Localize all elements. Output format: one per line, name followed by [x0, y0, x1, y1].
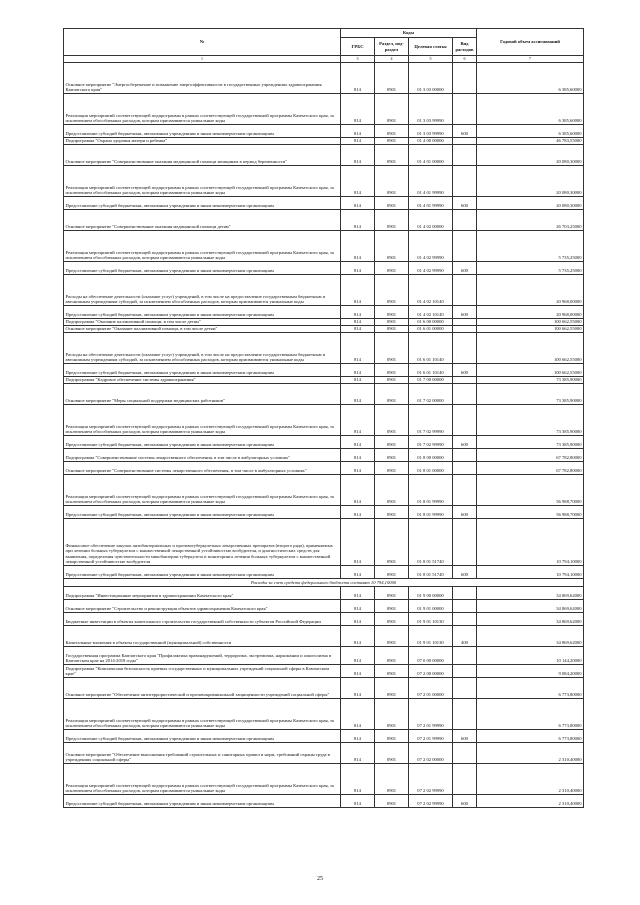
row-target-article: 01 8 01 51740: [409, 519, 453, 566]
header-target-article: Целевая статья: [409, 38, 453, 56]
row-section: 0901: [375, 262, 409, 275]
row-section: 0901: [375, 326, 409, 333]
row-grbs: 814: [341, 730, 375, 743]
row-sum: 2 310,40000: [477, 764, 584, 795]
row-description: Основное мероприятие "Энергосбережение и повышение энергоэффективности в государственных учреждениях здравоохранения Камчатского края": [64, 63, 341, 94]
row-sum: 20 968,00000: [477, 306, 584, 319]
row-grbs: 814: [341, 764, 375, 795]
row-grbs: 814: [341, 449, 375, 462]
table-row: [64, 326, 584, 333]
row-section: 0901: [375, 647, 409, 665]
row-description: Реализация мероприятий соответствующей подпрограммы в рамках соответствующей государственной программы Камчатского края, за исключением обособленных расходов, которым присваиваются уникальные коды: [64, 94, 341, 125]
table-row: [64, 506, 584, 519]
row-target-article: 01 9 01 10130: [409, 626, 453, 647]
federal-budget-note: [64, 579, 584, 587]
row-target-article: 07 2 02 99990: [409, 764, 453, 795]
row-target-article: 01 8 01 99990: [409, 475, 453, 506]
table-row: [64, 764, 584, 795]
table-row: [64, 475, 584, 506]
table-row: [64, 125, 584, 138]
row-description: Предоставление субсидий бюджетным, автономным учреждениям и иным некоммерческим организациям: [64, 364, 341, 377]
row-description: Предоставление субсидий бюджетным, автономным учреждениям и иным некоммерческим организациям: [64, 795, 341, 808]
row-grbs: 814: [341, 600, 375, 613]
row-target-article: 07 2 01 99990: [409, 699, 453, 730]
row-target-article: 01 9 01 10130: [409, 613, 453, 626]
row-section: 0901: [375, 519, 409, 566]
row-target-article: 01 4 02 99990: [409, 262, 453, 275]
row-section: 0901: [375, 384, 409, 405]
row-sum: 26 703,25000: [477, 210, 584, 231]
row-section: 0901: [375, 626, 409, 647]
table-row: [64, 405, 584, 436]
row-description: Основное мероприятие "Совершенствование оказания медицинской помощи детям": [64, 210, 341, 231]
row-description: Предоставление субсидий бюджетным, автономным учреждениям и иным некоммерческим организациям: [64, 262, 341, 275]
row-sum: 5 735,25000: [477, 262, 584, 275]
row-target-article: 01 6 00 00000: [409, 319, 453, 326]
row-grbs: 814: [341, 138, 375, 145]
row-sum: 67 782,80000: [477, 449, 584, 462]
table-row: [64, 210, 584, 231]
row-target-article: 01 6 01 10140: [409, 333, 453, 364]
row-grbs: 814: [341, 275, 375, 306]
row-sum: 100 662,55000: [477, 319, 584, 326]
row-sum: 10 144,20000: [477, 647, 584, 665]
row-expense-type: [453, 405, 477, 436]
table-row: [64, 138, 584, 145]
row-description: Предоставление субсидий бюджетным, автономным учреждениям и иным некоммерческим организациям: [64, 197, 341, 210]
table-row: [64, 333, 584, 364]
row-expense-type: 600: [453, 436, 477, 449]
row-expense-type: 400: [453, 626, 477, 647]
row-description: Подпрограмма "Охрана здоровья матери и ребенка": [64, 138, 341, 145]
row-grbs: 814: [341, 665, 375, 678]
row-target-article: 07 2 02 99990: [409, 795, 453, 808]
row-description: Расходы на обеспечение деятельности (оказание услуг) учреждений, в том числе на предоставление государственным бюджетным и автономным учреждениям субсидий, за исключением обособленных расходов, которым присваиваются уникальные коды: [64, 275, 341, 306]
table-row: [64, 600, 584, 613]
row-sum: 9 084,20000: [477, 665, 584, 678]
row-expense-type: [453, 63, 477, 94]
row-expense-type: [453, 665, 477, 678]
row-target-article: 01 4 02 00000: [409, 210, 453, 231]
row-section: 0901: [375, 377, 409, 384]
row-expense-type: [453, 449, 477, 462]
row-grbs: 814: [341, 377, 375, 384]
row-grbs: 814: [341, 166, 375, 197]
row-expense-type: [453, 600, 477, 613]
row-target-article: 01 4 01 99990: [409, 166, 453, 197]
header-grbs: ГРБС: [341, 38, 375, 56]
row-section: 0901: [375, 449, 409, 462]
row-section: 0901: [375, 436, 409, 449]
row-description: Финансовое обеспечение закупок антибактериальных и противотуберкулезных лекарственных препаратов (второго ряда), применяемых при лечении больных туберкулезом с множественной лекарственной устойчивостью возбудителя, и диагностических средств для выявления, определения чувствительности микобактерии туберкулеза и мониторинга лечения больных туберкулезом с множественной лекарственной устойчивостью возбудителя: [64, 519, 341, 566]
row-grbs: 814: [341, 94, 375, 125]
table-row: [64, 145, 584, 166]
table-row: [64, 665, 584, 678]
row-description: Подпрограмма "Инвестиционные мероприятия в здравоохранении Камчатского края": [64, 587, 341, 600]
row-target-article: 01 3 03 00000: [409, 63, 453, 94]
row-expense-type: [453, 384, 477, 405]
row-expense-type: 600: [453, 197, 477, 210]
row-description: Основное мероприятие "Обеспечение антитеррористической и противокриминальной защищенности учреждений социальной сферы": [64, 678, 341, 699]
row-grbs: 814: [341, 319, 375, 326]
row-section: 0901: [375, 743, 409, 764]
row-section: 0901: [375, 166, 409, 197]
table-row: [64, 743, 584, 764]
table-row: [64, 197, 584, 210]
budget-table-container: [63, 28, 583, 808]
row-sum: 6 385,60000: [477, 63, 584, 94]
row-expense-type: 600: [453, 364, 477, 377]
row-section: 0901: [375, 613, 409, 626]
row-section: 0901: [375, 145, 409, 166]
row-description: Реализация мероприятий соответствующей подпрограммы в рамках соответствующей государственной программы Камчатского края, за исключением обособленных расходов, которым присваиваются уникальные коды: [64, 699, 341, 730]
row-sum: 20 080,30000: [477, 166, 584, 197]
header-codes: Коды: [341, 29, 477, 38]
row-grbs: 814: [341, 364, 375, 377]
table-row: [64, 587, 584, 600]
table-row: [64, 94, 584, 125]
row-grbs: 814: [341, 405, 375, 436]
row-target-article: 01 4 01 99990: [409, 197, 453, 210]
row-section: 0901: [375, 764, 409, 795]
row-sum: 56 988,70000: [477, 506, 584, 519]
row-target-article: 01 8 01 99990: [409, 506, 453, 519]
row-target-article: 01 6 01 10140: [409, 364, 453, 377]
row-section: 0901: [375, 566, 409, 579]
row-sum: 6 773,80000: [477, 678, 584, 699]
row-grbs: 814: [341, 519, 375, 566]
row-expense-type: [453, 166, 477, 197]
row-expense-type: 600: [453, 125, 477, 138]
row-sum: 100 662,55000: [477, 364, 584, 377]
table-row: [64, 647, 584, 665]
header-expense-type: Вид расходов: [453, 38, 477, 56]
table-row: [64, 436, 584, 449]
row-expense-type: [453, 613, 477, 626]
row-section: 0901: [375, 678, 409, 699]
row-section: 0901: [375, 275, 409, 306]
row-target-article: 01 7 02 00000: [409, 384, 453, 405]
row-expense-type: [453, 275, 477, 306]
column-numbers-row: [64, 56, 584, 63]
row-section: 0901: [375, 475, 409, 506]
row-expense-type: [453, 319, 477, 326]
row-grbs: 814: [341, 678, 375, 699]
row-sum: 6 773,80000: [477, 730, 584, 743]
table-row: [64, 699, 584, 730]
row-section: 0901: [375, 405, 409, 436]
colnum: 3: [341, 56, 375, 63]
row-grbs: 814: [341, 262, 375, 275]
row-section: 0901: [375, 197, 409, 210]
row-target-article: 01 8 01 51740: [409, 566, 453, 579]
table-row: [64, 275, 584, 306]
table-row: [64, 462, 584, 475]
row-target-article: 07 2 01 99990: [409, 730, 453, 743]
row-section: 0901: [375, 210, 409, 231]
table-row: [64, 306, 584, 319]
row-description: Предоставление субсидий бюджетным, автономным учреждениям и иным некоммерческим организациям: [64, 566, 341, 579]
row-grbs: 814: [341, 125, 375, 138]
row-sum: 10 794,10000: [477, 566, 584, 579]
row-section: 0901: [375, 138, 409, 145]
row-description: Предоставление субсидий бюджетным, автономным учреждениям и иным некоммерческим организациям: [64, 125, 341, 138]
row-grbs: 814: [341, 326, 375, 333]
table-row: [64, 566, 584, 579]
budget-table: [63, 28, 584, 808]
row-sum: 34 869,62000: [477, 587, 584, 600]
row-target-article: 01 4 02 10140: [409, 306, 453, 319]
row-section: 0901: [375, 333, 409, 364]
row-section: 0901: [375, 231, 409, 262]
colnum: 1: [64, 56, 341, 63]
row-grbs: 814: [341, 647, 375, 665]
row-grbs: 814: [341, 436, 375, 449]
row-description: Основное мероприятие "Обеспечение выполнения требований строительных и санитарных правил и норм, требований охраны труда в учреждениях социальной сферы": [64, 743, 341, 764]
row-grbs: 814: [341, 210, 375, 231]
table-row: [64, 519, 584, 566]
row-sum: 100 662,55000: [477, 326, 584, 333]
row-description: Реализация мероприятий соответствующей подпрограммы в рамках соответствующей государственной программы Камчатского края, за исключением обособленных расходов, которым присваиваются уникальные коды: [64, 475, 341, 506]
row-section: 0901: [375, 587, 409, 600]
note-text: Расходы за счет средств федерального бюджета составят: [250, 579, 371, 585]
row-expense-type: [453, 647, 477, 665]
row-grbs: 814: [341, 587, 375, 600]
row-target-article: 01 9 00 00000: [409, 587, 453, 600]
header-annual-sum: Годовой объем ассигнований: [477, 29, 584, 56]
row-description: Реализация мероприятий соответствующей подпрограммы в рамках соответствующей государственной программы Камчатского края, за исключением обособленных расходов, которым присваиваются уникальные коды: [64, 231, 341, 262]
row-sum: 10 794,10000: [477, 519, 584, 566]
row-grbs: 814: [341, 743, 375, 764]
row-description: Предоставление субсидий бюджетным, автономным учреждениям и иным некоммерческим организациям: [64, 506, 341, 519]
row-grbs: 814: [341, 197, 375, 210]
row-sum: 2 310,40000: [477, 795, 584, 808]
row-description: Основное мероприятие "Совершенствование системы лекарственного обеспечения, в том числе в амбулаторных условиях": [64, 462, 341, 475]
row-description: Расходы на обеспечение деятельности (оказание услуг) учреждений, в том числе на предоставление государственным бюджетным и автономным учреждениям субсидий, за исключением обособленных расходов, которым присваиваются уникальные коды: [64, 333, 341, 364]
header-number: №: [64, 29, 341, 56]
row-target-article: 01 6 01 00000: [409, 326, 453, 333]
row-grbs: 814: [341, 699, 375, 730]
row-sum: 20 080,30000: [477, 145, 584, 166]
row-expense-type: [453, 764, 477, 795]
row-grbs: 814: [341, 795, 375, 808]
row-expense-type: [453, 699, 477, 730]
row-expense-type: [453, 326, 477, 333]
row-sum: 6 385,60000: [477, 125, 584, 138]
row-sum: 34 869,62000: [477, 613, 584, 626]
row-expense-type: [453, 333, 477, 364]
table-row: [64, 678, 584, 699]
row-expense-type: [453, 678, 477, 699]
colnum: 6: [453, 56, 477, 63]
row-target-article: 01 4 02 10140: [409, 275, 453, 306]
row-description: Предоставление субсидий бюджетным, автономным учреждениям и иным некоммерческим организациям: [64, 306, 341, 319]
row-description: Государственная программа Камчатского края "Профилактика правонарушений, терроризма, экстремизма, наркомании и алкоголизма в Камчатском крае на 2014-2018 годы": [64, 647, 341, 665]
row-sum: 6 773,80000: [477, 699, 584, 730]
row-target-article: 01 9 01 00000: [409, 600, 453, 613]
table-row: [64, 795, 584, 808]
row-target-article: 01 4 01 00000: [409, 145, 453, 166]
row-grbs: 814: [341, 306, 375, 319]
row-section: 0901: [375, 462, 409, 475]
row-grbs: 814: [341, 566, 375, 579]
table-row: [64, 449, 584, 462]
row-expense-type: 600: [453, 566, 477, 579]
row-description: Реализация мероприятий соответствующей подпрограммы в рамках соответствующей государственной программы Камчатского края, за исключением обособленных расходов, которым присваиваются уникальные коды: [64, 764, 341, 795]
row-target-article: 07 2 01 00000: [409, 678, 453, 699]
row-sum: 73 385,90000: [477, 405, 584, 436]
row-grbs: 814: [341, 231, 375, 262]
row-section: 0901: [375, 699, 409, 730]
row-expense-type: 600: [453, 262, 477, 275]
row-expense-type: 600: [453, 730, 477, 743]
row-target-article: 01 7 00 00000: [409, 377, 453, 384]
row-section: 0901: [375, 94, 409, 125]
row-sum: 67 782,80000: [477, 462, 584, 475]
row-sum: 6 385,60000: [477, 94, 584, 125]
row-grbs: 814: [341, 333, 375, 364]
row-section: 0901: [375, 730, 409, 743]
row-target-article: 01 7 02 99990: [409, 436, 453, 449]
row-expense-type: [453, 475, 477, 506]
table-row: [64, 626, 584, 647]
row-description: Предоставление субсидий бюджетным, автономным учреждениям и иным некоммерческим организациям: [64, 436, 341, 449]
table-row: [64, 231, 584, 262]
row-description: Подпрограмма "Комплексная безопасность краевых государственных и муниципальных учреждений социальной сферы в Камчатском крае": [64, 665, 341, 678]
table-row: [64, 319, 584, 326]
colnum: 5: [409, 56, 453, 63]
table-row: [64, 613, 584, 626]
row-description: Основное мероприятие "Меры социальной поддержки медицинских работников": [64, 384, 341, 405]
row-grbs: 814: [341, 462, 375, 475]
row-target-article: 01 7 02 99990: [409, 405, 453, 436]
row-sum: 20 080,30000: [477, 197, 584, 210]
row-description: Основное мероприятие "Строительство и реконструкция объектов здравоохранения Камчатского края": [64, 600, 341, 613]
row-target-article: 01 8 01 00000: [409, 462, 453, 475]
row-target-article: 01 3 03 99990: [409, 94, 453, 125]
row-sum: 56 988,70000: [477, 475, 584, 506]
row-section: 0901: [375, 506, 409, 519]
row-target-article: 07 2 02 00000: [409, 743, 453, 764]
note-sum: 10 794,10000: [370, 579, 397, 585]
row-description: Бюджетные инвестиции в объекты капитального строительства государственной собственности субъектов Российской Федерации: [64, 613, 341, 626]
page-number: 25: [317, 876, 323, 882]
row-sum: 20 968,00000: [477, 275, 584, 306]
federal-budget-note-row: [64, 579, 584, 587]
row-section: 0901: [375, 63, 409, 94]
row-section: 0901: [375, 795, 409, 808]
row-section: 0901: [375, 319, 409, 326]
row-grbs: 814: [341, 626, 375, 647]
row-grbs: 814: [341, 384, 375, 405]
table-row: [64, 166, 584, 197]
row-expense-type: [453, 519, 477, 566]
row-expense-type: 600: [453, 306, 477, 319]
row-target-article: 01 3 03 99990: [409, 125, 453, 138]
row-sum: 2 310,40000: [477, 743, 584, 764]
colnum: 7: [477, 56, 584, 63]
row-target-article: 01 4 02 99990: [409, 231, 453, 262]
row-target-article: 07 2 00 00000: [409, 665, 453, 678]
colnum: 4: [375, 56, 409, 63]
row-grbs: 814: [341, 613, 375, 626]
row-expense-type: 600: [453, 506, 477, 519]
row-expense-type: [453, 377, 477, 384]
row-section: 0901: [375, 306, 409, 319]
row-description: Предоставление субсидий бюджетным, автономным учреждениям и иным некоммерческим организациям: [64, 730, 341, 743]
budget-table-body: [64, 63, 584, 808]
row-grbs: 814: [341, 63, 375, 94]
row-expense-type: [453, 145, 477, 166]
row-description: Основное мероприятие "Оказание паллиативной помощи, в том числе детям": [64, 326, 341, 333]
table-row: [64, 262, 584, 275]
row-description: Капитальные вложения в объекты государственной (муниципальной) собственности: [64, 626, 341, 647]
row-expense-type: [453, 231, 477, 262]
row-sum: 5 735,25000: [477, 231, 584, 262]
row-section: 0901: [375, 364, 409, 377]
row-expense-type: [453, 94, 477, 125]
row-sum: 46 783,55000: [477, 138, 584, 145]
row-expense-type: [453, 743, 477, 764]
table-row: [64, 63, 584, 94]
row-description: Реализация мероприятий соответствующей подпрограммы в рамках соответствующей государственной программы Камчатского края, за исключением обособленных расходов, которым присваиваются уникальные коды: [64, 405, 341, 436]
row-sum: 73 385,90000: [477, 384, 584, 405]
row-sum: 100 662,55000: [477, 333, 584, 364]
row-target-article: 01 4 00 00000: [409, 138, 453, 145]
row-expense-type: [453, 138, 477, 145]
table-row: [64, 364, 584, 377]
row-expense-type: 600: [453, 795, 477, 808]
table-row: [64, 730, 584, 743]
row-section: 0901: [375, 600, 409, 613]
row-section: 0901: [375, 125, 409, 138]
row-description: Подпрограмма "Кадровое обеспечение системы здравоохранения": [64, 377, 341, 384]
table-row: [64, 377, 584, 384]
row-section: 0901: [375, 665, 409, 678]
row-description: Подпрограмма "Совершенствование системы лекарственного обеспечения, в том числе в амбулаторных условиях": [64, 449, 341, 462]
row-grbs: 814: [341, 506, 375, 519]
row-expense-type: [453, 462, 477, 475]
row-sum: 34 869,62000: [477, 626, 584, 647]
row-grbs: 814: [341, 145, 375, 166]
row-target-article: 07 0 00 00000: [409, 647, 453, 665]
row-sum: 73 385,90000: [477, 377, 584, 384]
row-description: Реализация мероприятий соответствующей подпрограммы в рамках соответствующей государственной программы Камчатского края, за исключением обособленных расходов, которым присваиваются уникальные коды: [64, 166, 341, 197]
row-description: Основное мероприятие "Совершенствование оказания медицинской помощи женщинам в период беременности": [64, 145, 341, 166]
row-sum: 73 385,90000: [477, 436, 584, 449]
header-section: Раздел, под-раздел: [375, 38, 409, 56]
row-target-article: 01 8 00 00000: [409, 449, 453, 462]
row-expense-type: [453, 210, 477, 231]
row-sum: 34 869,62000: [477, 600, 584, 613]
row-grbs: 814: [341, 475, 375, 506]
row-expense-type: [453, 587, 477, 600]
row-description: Подпрограмма "Оказание паллиативной помощи, в том числе детям": [64, 319, 341, 326]
table-row: [64, 384, 584, 405]
